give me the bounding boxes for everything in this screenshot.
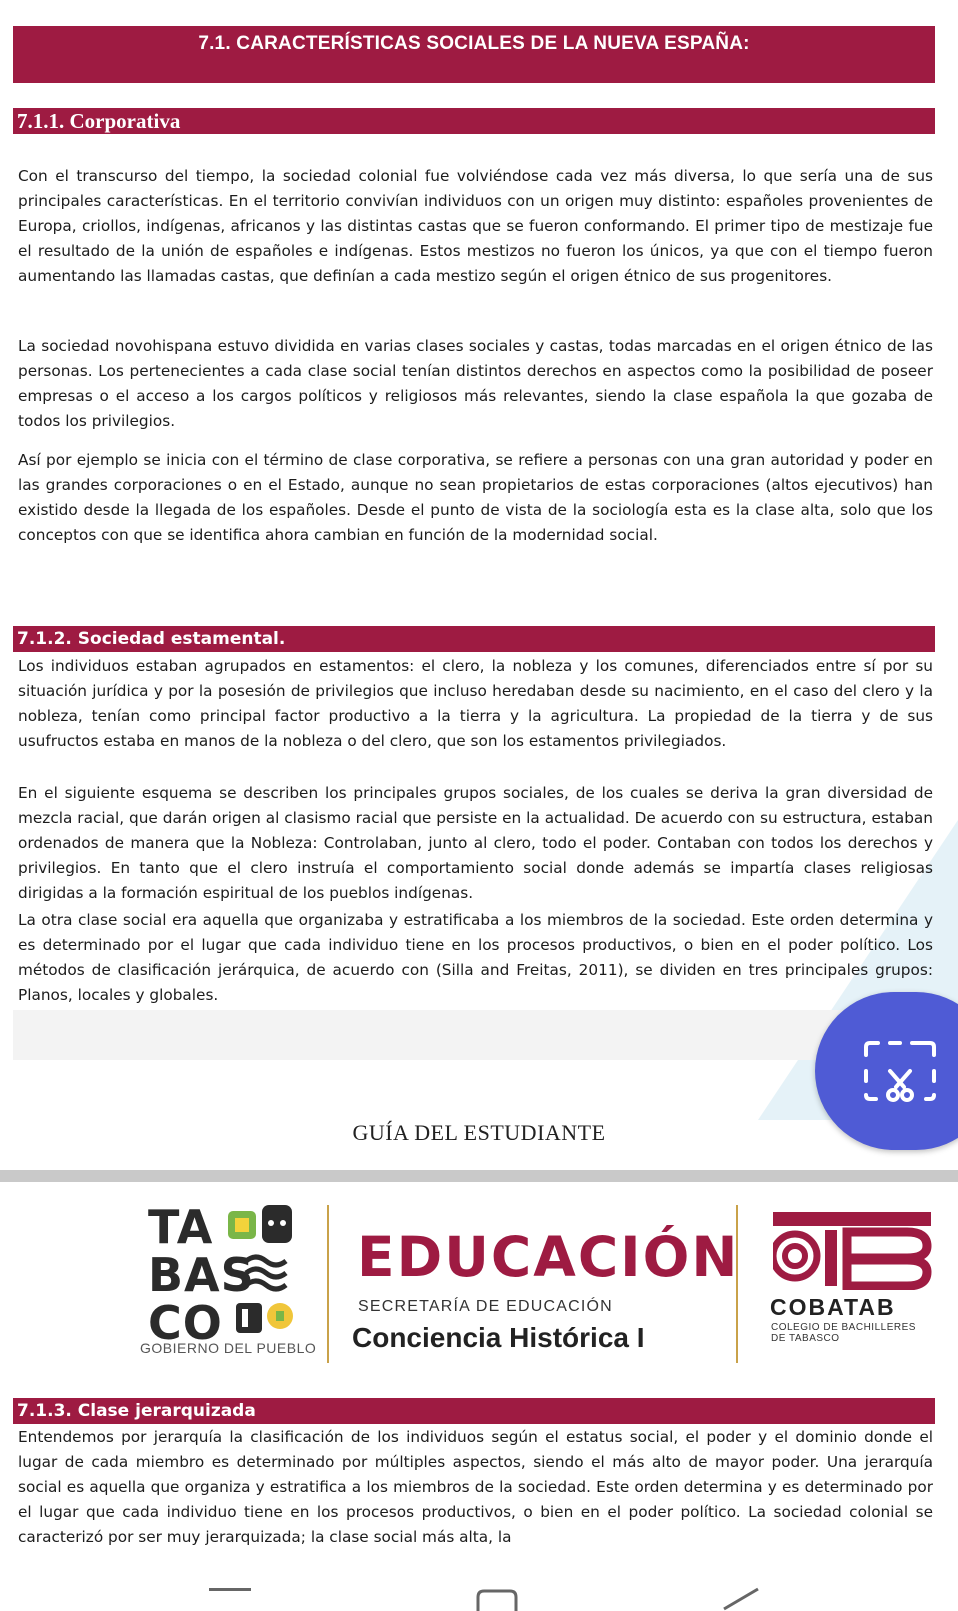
paragraph: En el siguiente esquema se describen los principales grupos sociales, de los cuales se deriva la gran diversidad de mezcla racial, que darán origen al clasismo racial que persiste en la actualidad. De acuerdo con su estructura, estaban ordenados de manera que la Nobleza: Controlaban, junto al clero, todo el poder. Contaban con todos los derechos y privilegios. En tanto que el clero instruía el comportamiento social donde además se impartía clases religiosas dirigidas a la formación espiritual de los pueblos indígenas.	[18, 784, 933, 902]
guide-label: GUÍA DEL ESTUDIANTE	[352, 1120, 606, 1145]
home-icon[interactable]	[476, 1589, 518, 1611]
cobatab-emblem-icon	[773, 1208, 933, 1290]
colegio-line: COLEGIO DE BACHILLERES	[771, 1322, 916, 1333]
paragraph: La sociedad novohispana estuvo dividida en varias clases sociales y castas, todas marcadas en el origen étnico de las personas. Los pertenecientes a cada clase social tenían distintos derechos en aspectos como la posibilidad de poseer empresas o el acceso a los cargos políticos y religiosos más relevantes, siendo la clase española la que gozaba de todos los privilegios.	[18, 337, 933, 430]
paragraph: Entendemos por jerarquía la clasificación de los individuos según el estatus social, el poder y el dominio donde el lugar de cada miembro es determinado por múltiples aspectos, siendo el más alto de mayor poder. Una jerarquía social es aquella que organiza y estratifica a los miembros de la sociedad. Este orden determina y es determinado por el lugar que cada individuo tiene en los procesos productivos, o bien en el poder político. La sociedad colonial se caracterizó por ser muy jerarquizada; la clase social más alta, la	[18, 1428, 933, 1546]
section-heading-text: 7.1.2. Sociedad estamental.	[17, 629, 286, 649]
section-heading-corporativa	[13, 108, 935, 134]
logo-divider	[327, 1205, 329, 1363]
paragraph: Así por ejemplo se inicia con el término de clase corporativa, se refiere a personas con una gran autoridad y poder en las grandes corporaciones o en el Estado, aunque no sean propietarios de estas corporaciones (altos ejecutivos) han existido desde la llegada de los españoles. Desde el punto de vista de la sociología esta es la clase alta, solo que los conceptos con que se identifica ahora cambian en función de la modernidad social.	[18, 451, 933, 544]
colegio-line: DE TABASCO	[771, 1333, 840, 1344]
tabasco-logo-line1: TA	[148, 1200, 214, 1254]
gobierno-label: GOBIERNO DEL PUEBLO	[140, 1340, 317, 1356]
page-separator	[0, 1170, 958, 1182]
paragraph: Los individuos estaban agrupados en estamentos: el clero, la nobleza y los comunes, diferenciados entre sí por su situación jurídica y por la posesión de privilegios que incluso heredaban desde su nacimiento, en el caso del clero y la nobleza, tenían como principal factor productivo a la tierra y la agricultura. La propiedad de la tierra y de sus usufructos estaba en manos de la nobleza o del clero, que son los estamentos privilegiados.	[18, 657, 933, 750]
chapter-title-band	[13, 26, 935, 83]
colegio-label	[771, 1322, 916, 1344]
section-heading-estamental	[13, 626, 935, 652]
section-heading-text: 7.1.1. Corporativa	[17, 109, 181, 133]
paragraph: Con el transcurso del tiempo, la sociedad colonial fue volviéndose cada vez más diversa, lo que sería una de sus principales características. En el territorio convivían individuos con un origen muy distinto: españoles provenientes de Europa, criollos, indígenas, africanos y las distintas castas que se fueron conformando. El primer tipo de mestizaje fue el resultado de la unión de españoles e indígenas. Estos mestizos no fueron los únicos, ya que con el tiempo fueron aumentando las llamadas castas, que definían a cada mestizo según el origen étnico de sus progenitores.	[18, 167, 933, 285]
cobatab-logo: COBATAB	[770, 1294, 896, 1320]
tabasco-logo-line3: CO	[148, 1296, 223, 1350]
tabasco-logo-line2: BAS	[148, 1248, 255, 1302]
paragraph: La otra clase social era aquella que organizaba y estratificaba a los miembros de la sociedad. Este orden determina y es determinado por el lugar que cada individuo tiene en los procesos productivos, o bien en el poder político. Los métodos de clasificación jerárquica, de acuerdo con (Silla and Freitas, 2011), se dividen en tres principales grupos: Planos, locales y globales.	[18, 911, 933, 1004]
section-heading-text: 7.1.3. Clase jerarquizada	[17, 1401, 256, 1421]
chapter-title: 7.1. CARACTERÍSTICAS SOCIALES DE LA NUEVA ESPAÑA:	[198, 33, 750, 54]
tabasco-glyphs-icon	[226, 1203, 296, 1343]
educacion-logo: EDUCACIÓN	[357, 1225, 740, 1289]
section-heading-jerarquizada	[13, 1398, 935, 1424]
secretaria-label: SECRETARÍA DE EDUCACIÓN	[358, 1298, 613, 1315]
menu-icon[interactable]	[209, 1587, 251, 1593]
back-icon[interactable]	[720, 1587, 760, 1611]
scissors-select-icon	[860, 1037, 940, 1107]
system-navigation-bar	[0, 1582, 958, 1611]
course-title: Conciencia Histórica I	[352, 1322, 645, 1353]
